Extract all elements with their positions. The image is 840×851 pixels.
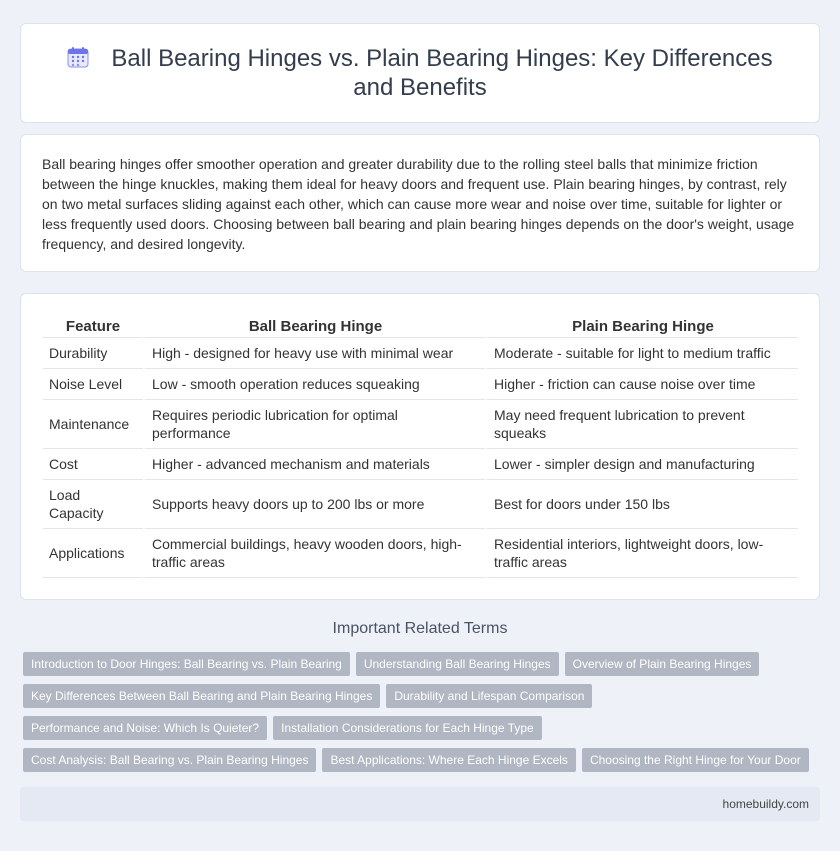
related-terms-heading: Important Related Terms: [332, 620, 508, 637]
related-term-link[interactable]: Performance and Noise: Which Is Quieter?: [23, 716, 267, 740]
table-row: [43, 529, 798, 578]
related-term-link[interactable]: Overview of Plain Bearing Hinges: [565, 652, 760, 676]
plain-bearing-cell: Best for doors under 150 lbs: [485, 480, 798, 529]
summary-card: [20, 134, 820, 272]
related-term-link[interactable]: Installation Considerations for Each Hinge Type: [273, 716, 542, 740]
ball-bearing-cell: Supports heavy doors up to 200 lbs or more: [143, 480, 485, 529]
feature-cell: Applications: [43, 529, 143, 578]
table-row: [43, 338, 798, 369]
related-term-link[interactable]: Choosing the Right Hinge for Your Door: [582, 748, 809, 772]
header-ball-bearing: Ball Bearing Hinge: [143, 314, 485, 338]
table-row: [43, 369, 798, 400]
footer: [20, 787, 820, 821]
title-card: [20, 23, 820, 123]
title-wrap: [21, 44, 819, 102]
related-term-link[interactable]: Durability and Lifespan Comparison: [386, 684, 592, 708]
plain-bearing-cell: Higher - friction can cause noise over time: [485, 369, 798, 400]
summary-paragraph: Ball bearing hinges offer smoother operation and greater durability due to the rolling steel balls that minimize friction between the hinge knuckles, making them ideal for heavy doors and frequent use. Plain bearing hinges, by contrast, rely on two metal surfaces sliding against each other, which can cause more wear and noise over time, suitable for lighter or less frequently used doors. Choosing between ball bearing and plain bearing hinges depends on the door's weight, usage frequency, and desired longevity.: [42, 156, 795, 252]
plain-bearing-cell: Lower - simpler design and manufacturing: [485, 449, 798, 480]
related-term-link[interactable]: Introduction to Door Hinges: Ball Bearing vs. Plain Bearing: [23, 652, 350, 676]
ball-bearing-cell: High - designed for heavy use with minimal wear: [143, 338, 485, 369]
ball-bearing-cell: Low - smooth operation reduces squeaking: [143, 369, 485, 400]
page-title: [45, 44, 795, 102]
plain-bearing-cell: Moderate - suitable for light to medium traffic: [485, 338, 798, 369]
table-row: [43, 480, 798, 529]
table-row: [43, 449, 798, 480]
related-term-link[interactable]: Understanding Ball Bearing Hinges: [356, 652, 559, 676]
header-feature: Feature: [43, 314, 143, 338]
related-term-link[interactable]: Key Differences Between Ball Bearing and Plain Bearing Hinges: [23, 684, 380, 708]
comparison-table: [43, 314, 798, 578]
feature-cell: Cost: [43, 449, 143, 480]
plain-bearing-cell: May need frequent lubrication to prevent squeaks: [485, 400, 798, 449]
feature-cell: Durability: [43, 338, 143, 369]
comparison-card: [20, 293, 820, 600]
tag-row: [23, 684, 823, 716]
table-header-row: [43, 314, 798, 338]
feature-cell: Noise Level: [43, 369, 143, 400]
footer-site-link[interactable]: homebuildy.com: [722, 797, 809, 811]
related-term-link[interactable]: Best Applications: Where Each Hinge Excels: [322, 748, 575, 772]
tag-row: [23, 748, 823, 780]
tag-row: [23, 716, 823, 748]
page-title-text: Ball Bearing Hinges vs. Plain Bearing Hinges: Key Differences and Benefits: [111, 45, 773, 101]
ball-bearing-cell: Higher - advanced mechanism and materials: [143, 449, 485, 480]
table-row: [43, 400, 798, 449]
ball-bearing-cell: Commercial buildings, heavy wooden doors, high-traffic areas: [143, 529, 485, 578]
related-term-link[interactable]: Cost Analysis: Ball Bearing vs. Plain Bearing Hinges: [23, 748, 316, 772]
ball-bearing-cell: Requires periodic lubrication for optimal performance: [143, 400, 485, 449]
tag-row: [23, 652, 823, 684]
feature-cell: Load Capacity: [43, 480, 143, 529]
plain-bearing-cell: Residential interiors, lightweight doors, low-traffic areas: [485, 529, 798, 578]
header-plain-bearing: Plain Bearing Hinge: [485, 314, 798, 338]
related-terms-tags: [23, 652, 823, 780]
feature-cell: Maintenance: [43, 400, 143, 449]
calendar-icon: [67, 46, 89, 68]
